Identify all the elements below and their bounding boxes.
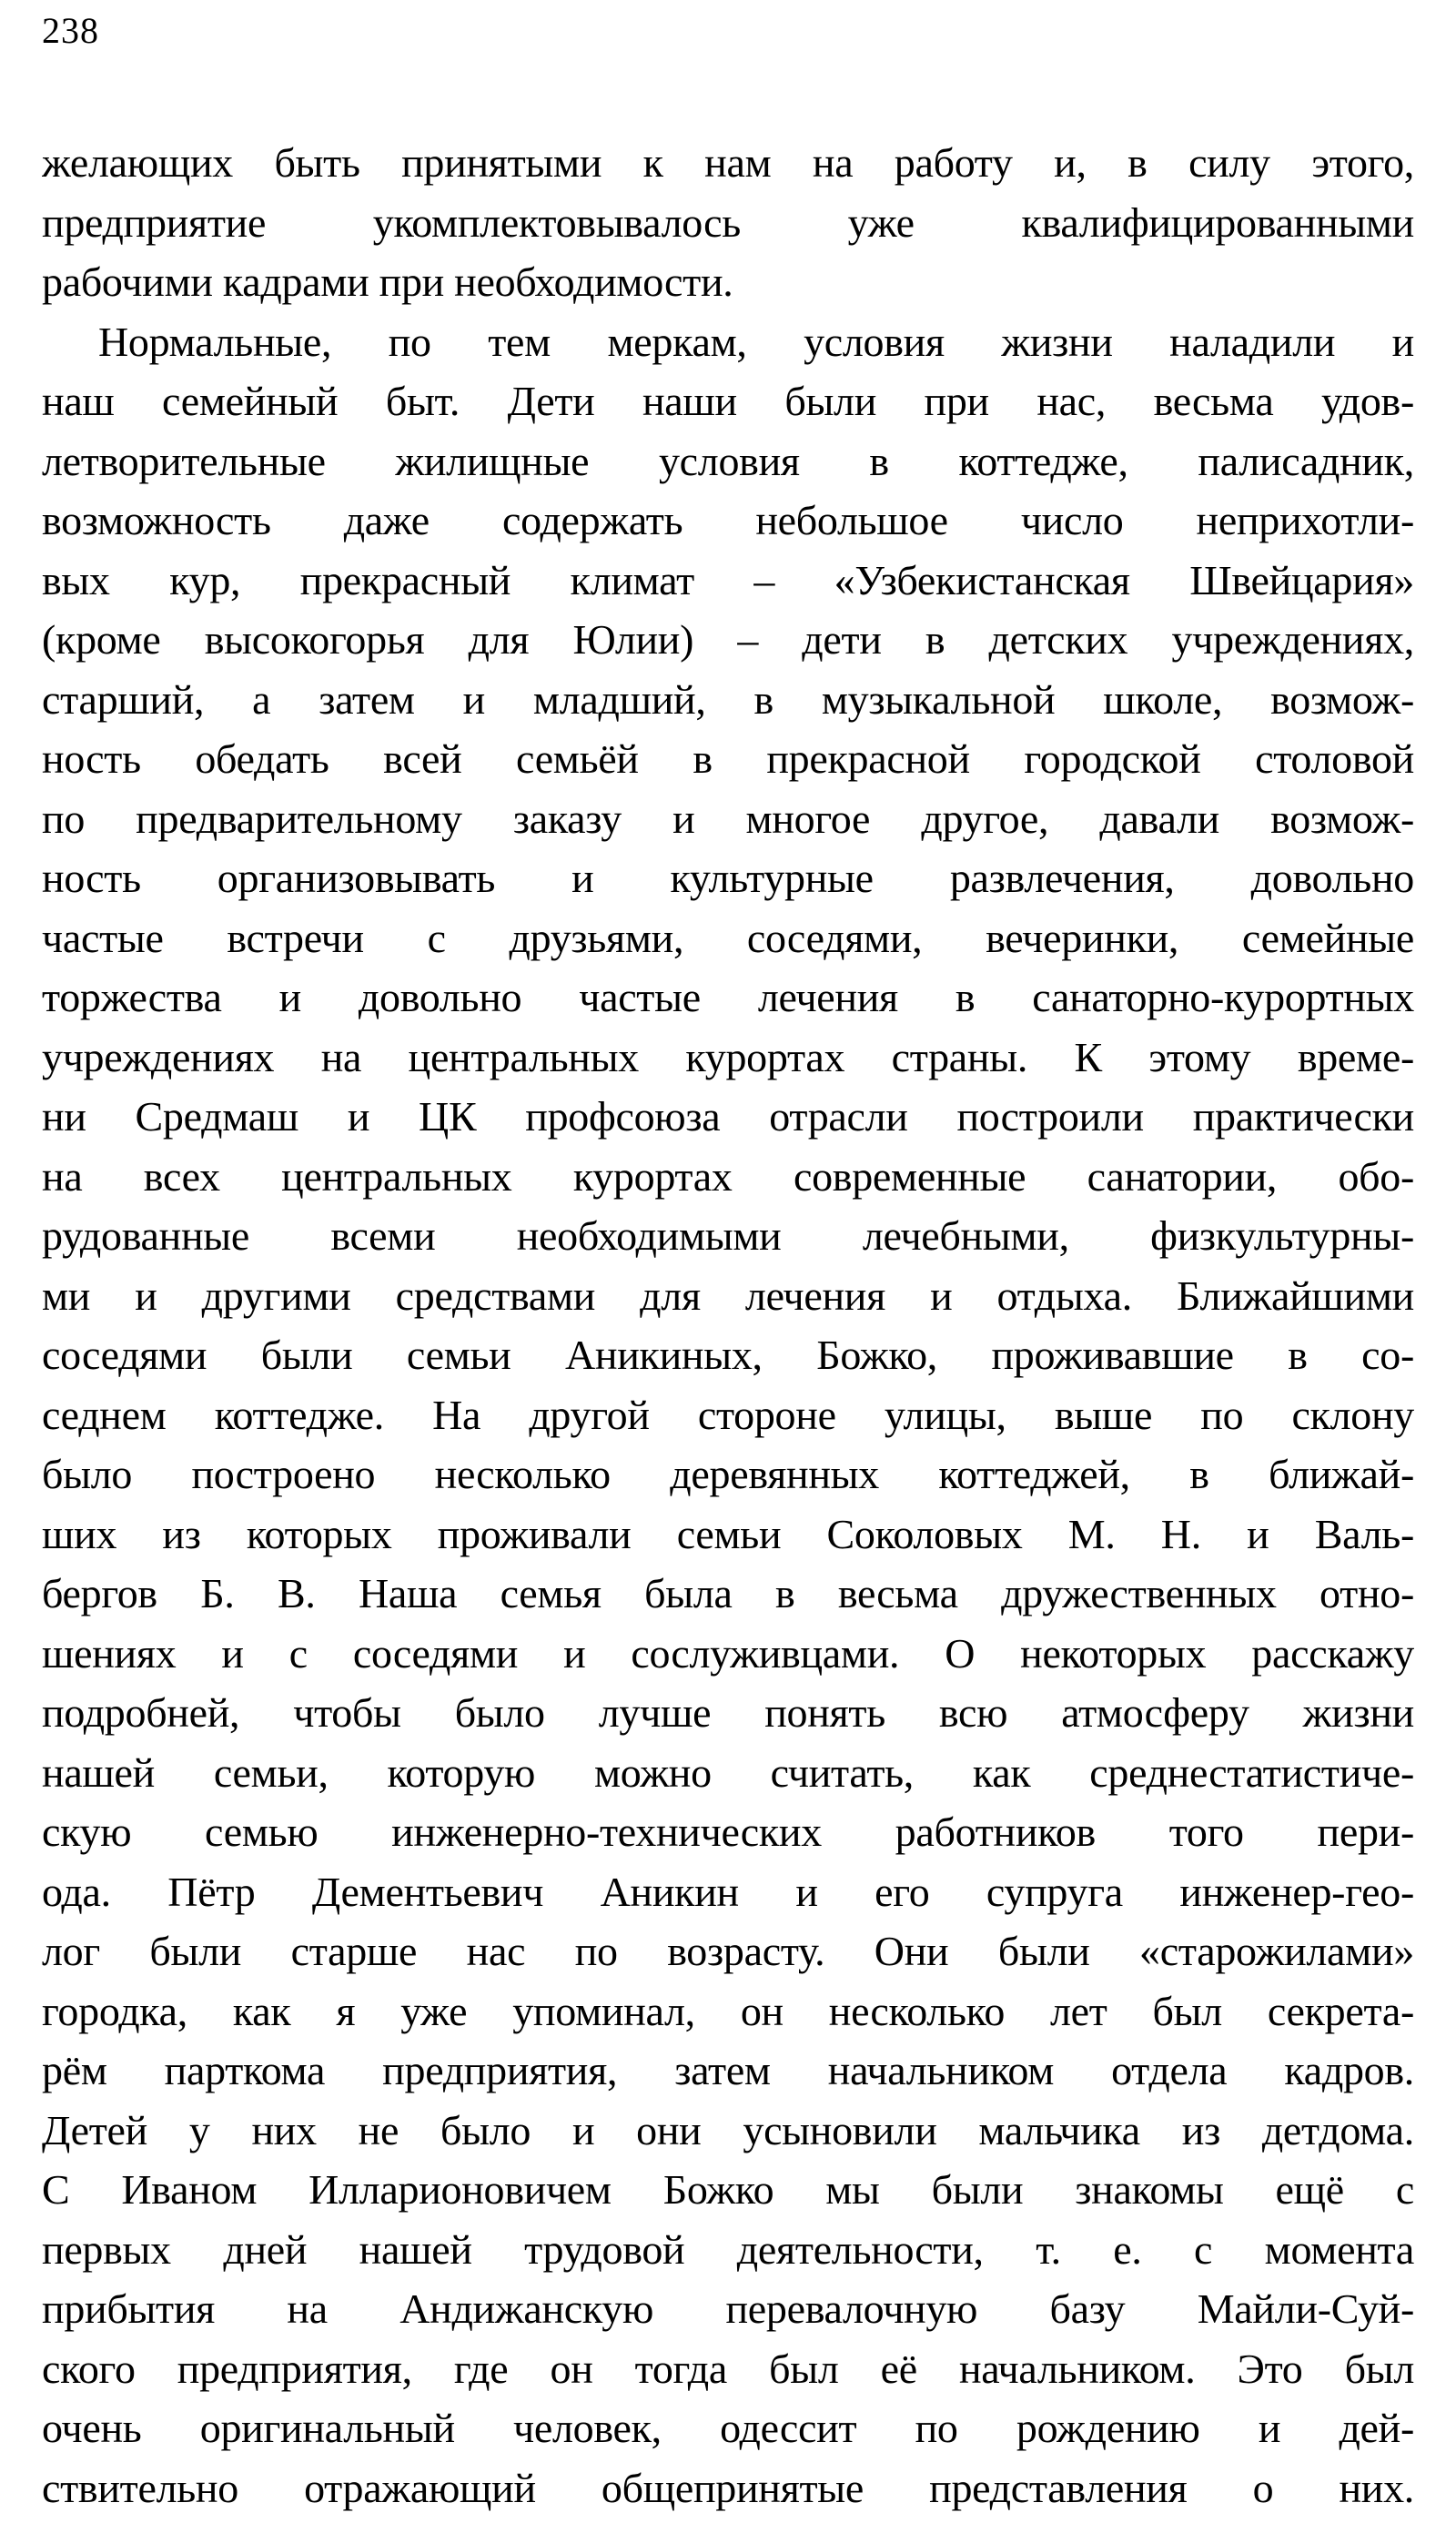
- text-line: соседями были семьи Аникиных, Божко, проживавшие в со-: [42, 1332, 1414, 1378]
- text-line: частые встречи с друзьями, соседями, вечеринки, семейные: [42, 914, 1414, 961]
- text-line: старший, а затем и младший, в музыкальной школе, возмож-: [42, 675, 1414, 723]
- text-line: рабочими кадрами при необходимости.: [42, 258, 733, 305]
- text-line: прибытия на Андижанскую перевалочную базу Майли-Суй-: [42, 2285, 1414, 2332]
- text-line: скую семью инженерно-технических работников того пери-: [42, 1809, 1414, 1855]
- text-line: (кроме высокогорья для Юлии) – дети в детских учреждениях,: [42, 616, 1414, 663]
- text-line: городка, как я уже упоминал, он несколько лет был секрета-: [42, 1987, 1414, 2034]
- text-line: на всех центральных курортах современные санатории, обо-: [42, 1152, 1414, 1200]
- text-line: ствительно отражающий общепринятые представления о них.: [42, 2464, 1414, 2511]
- text-line: первых дней нашей трудовой деятельности, т. е. с момента: [42, 2225, 1414, 2273]
- text-line: летворительные жилищные условия в коттедже, палисадник,: [42, 437, 1414, 484]
- text-line: было построено несколько деревянных коттеджей, в ближай-: [42, 1451, 1414, 1497]
- text-line: желающих быть принятыми к нам на работу и, в силу этого,: [42, 139, 1414, 186]
- paragraph: [42, 133, 1414, 312]
- text-line: ность обедать всей семьёй в прекрасной городской столовой: [42, 735, 1414, 782]
- text-line: рём парткома предприятия, затем начальником отдела кадров.: [42, 2047, 1414, 2093]
- text-line: ни Средмаш и ЦК профсоюза отрасли построили практически: [42, 1093, 1414, 1140]
- text-line: шениях и с соседями и сослуживцами. О некоторых расскажу: [42, 1629, 1414, 1677]
- text-line: С Иваном Илларионовичем Божко мы были знакомы ещё с: [42, 2166, 1414, 2213]
- text-line: наш семейный быт. Дети наши были при нас, весьма удов-: [42, 378, 1414, 424]
- page-number: 238: [42, 10, 99, 51]
- text-line: предприятие укомплектовывалось уже квалифицированными: [42, 198, 1414, 246]
- text-line: ми и другими средствами для лечения и отдыха. Ближайшими: [42, 1272, 1414, 1319]
- paragraph: [42, 312, 1414, 2518]
- text-line: ода. Пётр Дементьевич Аникин и его супруга инженер-гео-: [42, 1868, 1414, 1915]
- text-line: лог были старше нас по возрасту. Они были «старожилами»: [42, 1928, 1414, 1974]
- text-line: вых кур, прекрасный климат – «Узбекистанская Швейцария»: [42, 556, 1414, 603]
- text-line: торжества и довольно частые лечения в санаторно-курортных: [42, 974, 1414, 1020]
- text-line: ших из которых проживали семьи Соколовых М. Н. и Валь-: [42, 1510, 1414, 1557]
- text-line: подробней, чтобы было лучше понять всю атмосферу жизни: [42, 1689, 1414, 1736]
- text-line: седнем коттедже. На другой стороне улицы, выше по склону: [42, 1391, 1414, 1438]
- text-line: учреждениях на центральных курортах страны. К этому време-: [42, 1033, 1414, 1080]
- text-line: Нормальные, по тем меркам, условия жизни наладили и: [98, 318, 1414, 365]
- text-line: бергов Б. В. Наша семья была в весьма дружественных отно-: [42, 1570, 1414, 1616]
- text-line: очень оригинальный человек, одессит по рождению и дей-: [42, 2405, 1414, 2451]
- text-line: нашей семьи, которую можно считать, как среднестатистиче-: [42, 1748, 1414, 1796]
- text-line: возможность даже содержать небольшое число неприхотли-: [42, 497, 1414, 543]
- page-text: [42, 133, 1414, 2518]
- text-line: ность организовывать и культурные развлечения, довольно: [42, 855, 1414, 901]
- text-line: по предварительному заказу и многое другое, давали возмож-: [42, 795, 1414, 842]
- text-line: Детей у них не было и они усыновили мальчика из детдома.: [42, 2106, 1414, 2153]
- text-line: рудованные всеми необходимыми лечебными, физкультурны-: [42, 1212, 1414, 1259]
- text-line: ского предприятия, где он тогда был её начальником. Это был: [42, 2345, 1414, 2392]
